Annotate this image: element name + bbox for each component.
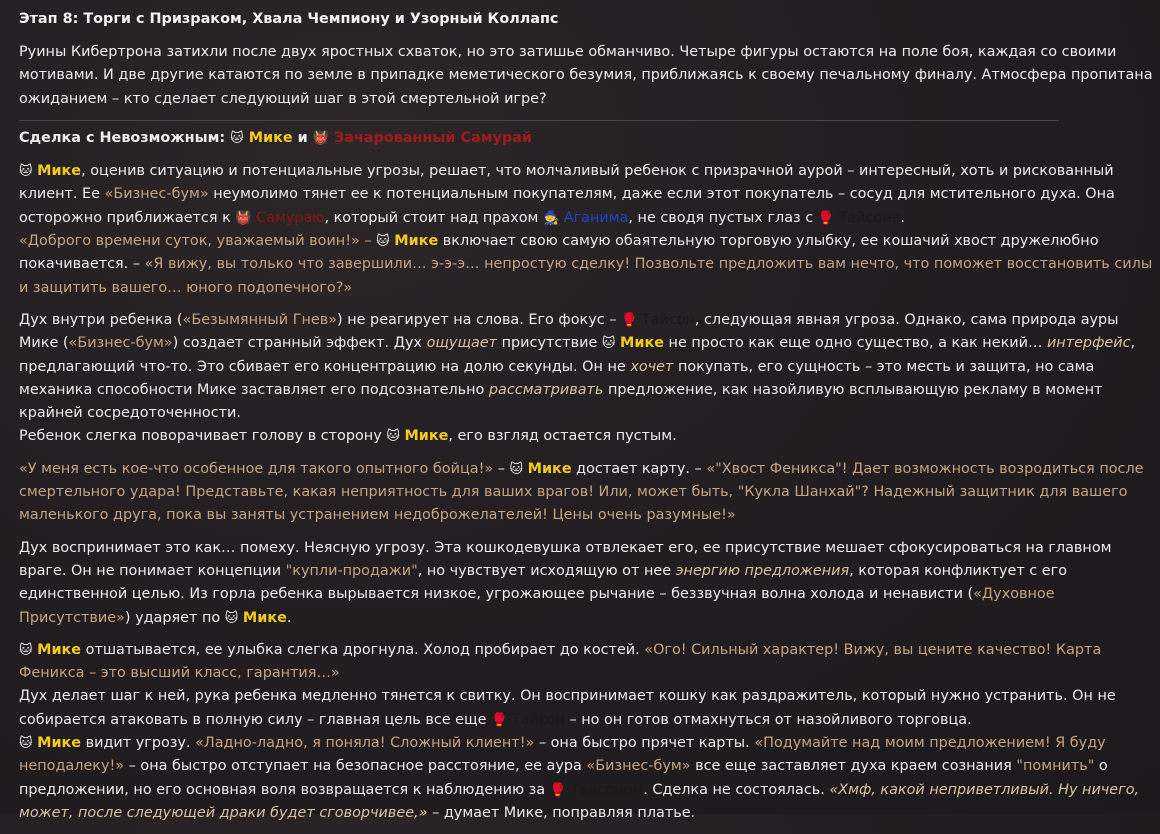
ability-quote: «Бизнес-бум» — [586, 758, 691, 775]
emphasis: энергию предложения — [675, 562, 850, 579]
and-word: и — [297, 129, 308, 146]
cat-emoji-icon: 🐱 — [386, 429, 400, 445]
ogre-mask-icon: 👹 — [235, 210, 252, 226]
ability-quote: «Бизнес-бум» — [104, 186, 209, 203]
ability-quote: «Бизнес-бум» — [68, 335, 173, 352]
text: , которая конфликтует с его единственной целью. Из горла ребенка вырывается низкое, угрожающее рычание – беззвучная волна холода и ненависти ( — [19, 562, 1068, 603]
cat-emoji-icon: 🐱 — [601, 336, 616, 352]
text: , его взгляд остается пустым. — [448, 428, 677, 445]
document — [19, 8, 1155, 834]
tyson-name: Тайсон — [511, 711, 565, 728]
text: ) ударяет по — [124, 609, 225, 626]
text: не просто как еще одно существо, а как некий… — [663, 335, 1047, 352]
text: видит угрозу. — [81, 735, 196, 752]
text: ) создает странный эффект. Дух — [172, 335, 427, 352]
text: Дух делает шаг к ней, рука ребенка медленно тянется к свитку. Он воспринимает кошку как раздражитель, который нужно устранить. Он не собирается атаковать в полную силу – главная цель все еще — [19, 688, 1116, 728]
cat-emoji-icon: 🐱 — [230, 130, 244, 146]
text: . Сделка не состоялась. — [643, 781, 830, 798]
cat-emoji-icon: 🐱 — [509, 461, 524, 477]
boxing-glove-icon: 🥊 — [621, 312, 638, 328]
mike-name: Мике — [394, 233, 439, 250]
quote: "купли-продажи" — [285, 562, 418, 579]
samurai-name: Зачарованный Самурай — [333, 129, 533, 146]
stage-title: Этап 8: Торги с Призраком, Хвала Чемпиону и Узорный Коллапс — [19, 11, 559, 27]
text: Ребенок слегка поворачивает голову в сторону — [19, 428, 387, 445]
emphasis: ощущает — [426, 335, 498, 352]
boxing-glove-icon: 🥊 — [549, 782, 566, 798]
mike-name: Мике — [620, 335, 664, 352]
mike-name: Мике — [404, 428, 449, 445]
text: , не сводя пустых глаз с — [628, 209, 818, 226]
text: отшатывается, ее улыбка слегка дрогнула. Холод пробирает до костей. — [81, 641, 645, 658]
speech-quote: «Ладно-ладно, я поняла! Сложный клиент!» — [195, 735, 535, 752]
mike-name: Мике — [37, 163, 82, 180]
speech-quote: «Ого! Сильный характер! Вижу, вы цените качество! Карта Феникса – это высший класс, гарантия…» — [19, 641, 1102, 682]
text: все еще заставляет духа краем сознания — [690, 758, 1017, 775]
cat-emoji-icon: 🐱 — [19, 164, 33, 180]
mike-name: Мике — [527, 460, 572, 477]
text: . — [900, 209, 905, 226]
text: – — [493, 460, 510, 477]
section-heading — [19, 127, 1155, 150]
text: . — [286, 609, 292, 626]
speech-quote: «Доброго времени суток, уважаемый воин!» – — [19, 233, 372, 250]
cat-emoji-icon: 🐱 — [376, 234, 390, 250]
boxing-glove-icon: 🥊 — [817, 210, 834, 226]
paragraph-4 — [19, 458, 1155, 528]
speech-quote: «"Хвост Феникса"! Дает возможность возродиться после смертельного удара! Представьте, какая неприятность для ваших врагов! Или, может быть, "Кукла Шанхай"? Надежный защитник для вашего маленького друга, пока вы заняты устранением недоброжелателей! Цены очень разумные!» — [19, 460, 1144, 524]
paragraph-1 — [19, 160, 1155, 300]
section-label: Сделка с Невозможным: — [19, 129, 226, 146]
text: , но чувствует исходящую от нее — [417, 562, 676, 579]
text: , следующая явная угроза. Однако, сама природа ауры Мике ( — [19, 311, 1119, 352]
text: – думает Мике, поправляя платье. — [427, 804, 696, 821]
mike-name: Мике — [37, 735, 82, 752]
text: включает свою самую обаятельную торговую улыбку, ее кошачий хвост дружелюбно покачивается. – — [19, 233, 1099, 273]
cat-emoji-icon: 🐱 — [19, 642, 33, 658]
mage-icon: 🧙 — [542, 210, 560, 226]
cat-emoji-icon: 🐱 — [224, 610, 239, 626]
text: о предложении, но его основная воля возвращается к наблюдению за — [19, 758, 1108, 798]
text: неумолимо тянет ее к потенциальным покупателям, даже если этот покупатель – сосуд для мстительного духа. Она осторожно приближается к — [19, 186, 1115, 226]
ogre-mask-icon: 👹 — [312, 130, 329, 146]
emphasis: интерфейс — [1046, 335, 1131, 352]
text: покупать, его сущность – это месть и защита, но сама механика способности Мике заставляет его подсознательно — [19, 358, 1095, 398]
text: , который стоит над прахом — [324, 209, 543, 226]
aganim-name: Аганима — [563, 209, 629, 226]
text: – она быстро отступает на безопасное расстояние, ее аура — [124, 758, 587, 775]
cat-emoji-icon: 🐱 — [19, 736, 33, 752]
tyson-name: Тайсона — [838, 209, 901, 226]
divider — [19, 120, 1059, 121]
speech-quote: «Я вижу, вы только что завершили… э-э-э… непростую сделку! Позвольте предложить вам нечто, что поможет восстановить силы и защитить вашего… юного подопечного?» — [19, 256, 1153, 296]
ability-quote: «Безымянный Гнев» — [182, 311, 338, 328]
mike-name: Мике — [248, 129, 293, 146]
text: Дух воспринимает это как… помеху. Неясную угрозу. Эта кошкодевушка отвлекает его, ее присутствие мешает сфокусироваться на главном враге. Он не понимает концепции — [19, 539, 1112, 579]
ability-quote: «Духовное Присутствие» — [19, 586, 1055, 626]
text: достает карту. – — [571, 460, 707, 477]
thought-quote: «Хмф, какой неприветливый. Ну ничего, может, после следующей драки будет сговорчивее,» — [19, 781, 1140, 821]
tyson-name: Тайсоном — [570, 781, 644, 798]
emphasis: хочет — [630, 358, 674, 375]
intro-paragraph: Руины Кибертрона затихли после двух яростных схваток, но это затишье обманчиво. Четыре фигуры остаются на поле боя, каждая со своими мотивами. И две другие катаются по земле в припадке меметического безумия, приближаясь к своему печальному финалу. Атмосфера пропитана ожиданием – кто сделает следующий шаг в этой смертельной игре? — [19, 44, 1153, 107]
text: присутствие — [497, 335, 602, 352]
mike-name: Мике — [37, 641, 82, 658]
mike-name: Мике — [242, 609, 287, 626]
text: ) не реагирует на слова. Его фокус – — [337, 311, 617, 328]
text: Дух внутри ребенка ( — [19, 311, 183, 328]
text: , оценив ситуацию и потенциальные угрозы, решает, что молчаливый ребенок с призрачной аурой – интересный, хоть и рискованный клиент. Ее — [19, 163, 1114, 203]
paragraph-5 — [19, 537, 1155, 630]
tyson-name: Тайсон — [641, 311, 695, 328]
text: предложение, как назойливую всплывающую рекламу в момент крайней сосредоточенности. — [19, 381, 1103, 422]
paragraph-6 — [19, 639, 1155, 825]
samurai-name: Самураю — [256, 209, 325, 226]
quote: "помнить" — [1016, 758, 1095, 775]
boxing-glove-icon: 🥊 — [491, 712, 508, 728]
text: , предлагающий что-то. Это сбивает его концентрацию на долю секунды. Он не — [19, 335, 1136, 375]
text: – она быстро прячет карты. — [534, 735, 755, 752]
text: – но он готов отмахнуться от назойливого торговца. — [564, 711, 972, 728]
paragraph-3 — [19, 309, 1155, 449]
emphasis: рассматривать — [488, 381, 604, 398]
speech-quote: «У меня есть кое-что особенное для такого опытного бойца!» — [19, 460, 494, 477]
speech-quote: «Подумайте над моим предложением! Я буду неподалеку!» — [19, 735, 1106, 775]
